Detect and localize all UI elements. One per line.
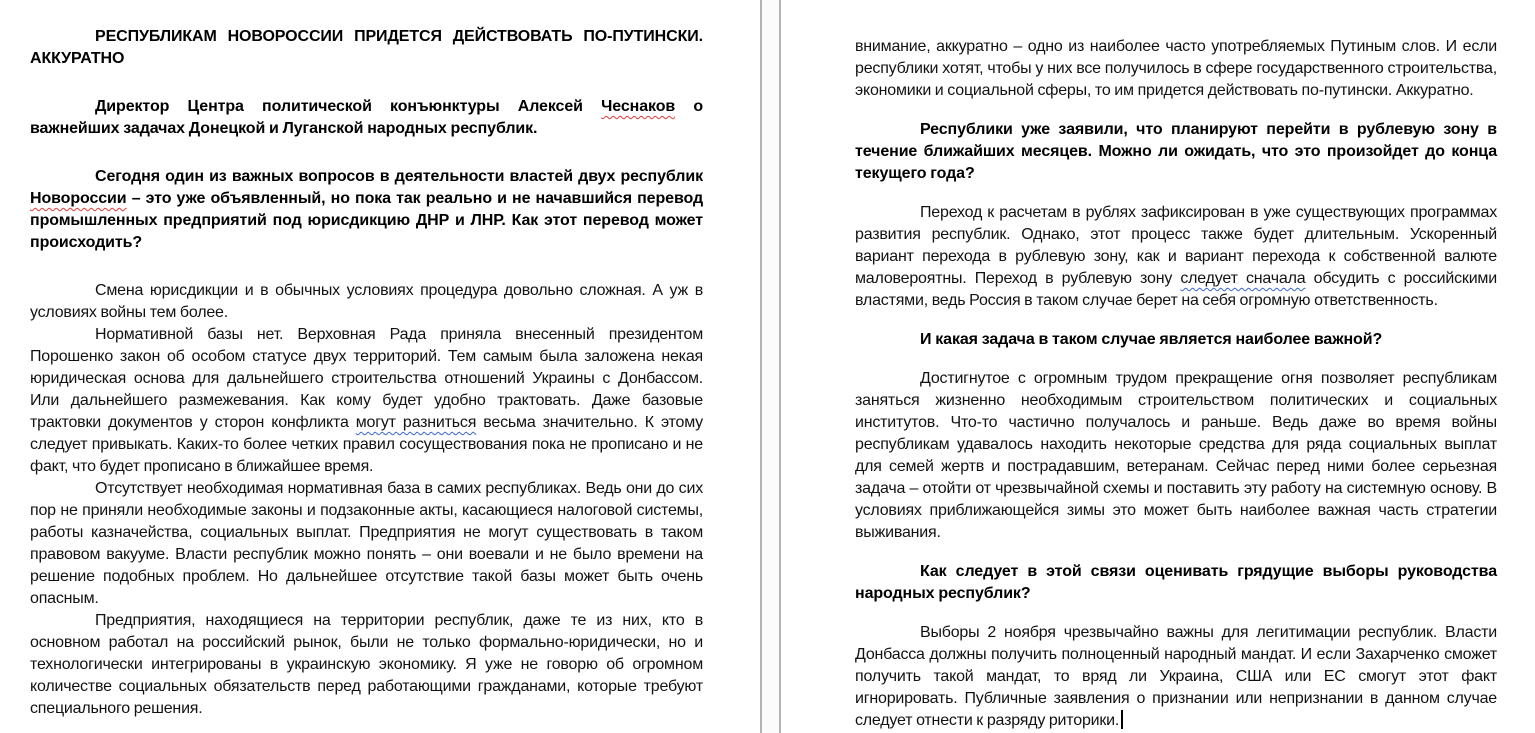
interview-question[interactable] <box>855 561 1497 605</box>
text-run: РЕСПУБЛИКАМ НОВОРОССИИ ПРИДЕТСЯ ДЕЙСТВОВАТЬ ПО-ПУТИНСКИ. АККУРАТНО <box>30 28 703 67</box>
body-paragraph[interactable] <box>30 478 703 610</box>
text-cursor <box>1121 710 1123 729</box>
body-paragraph[interactable] <box>855 622 1497 732</box>
grammar-squiggle: могут разниться <box>355 414 477 431</box>
body-paragraph[interactable] <box>30 610 703 720</box>
page-divider <box>762 0 781 733</box>
body-paragraph[interactable] <box>855 368 1497 544</box>
spellcheck-squiggle: Чеснаков <box>601 98 676 115</box>
text-run: Как следует в этой связи оценивать грядущие выборы руководства народных республик? <box>855 563 1497 602</box>
text-run: Отсутствует необходимая нормативная база в самих республиках. Ведь они до сих пор не приняли необходимые законы и подзаконные акты, касающиеся налоговой системы, работы казначейства, социальных выплат. Предприятия не могут существовать в таком правовом вакууме. Власти республик можно понять – они воевали и не было времени на решение подобных проблем. Но дальнейшее отсутствие такой базы может быть очень опасным. <box>30 480 703 607</box>
grammar-squiggle: следует сначала <box>1180 270 1306 287</box>
text-run: Смена юрисдикции и в обычных условиях процедура довольно сложная. А уж в условиях войны тем более. <box>30 282 703 321</box>
body-paragraph[interactable] <box>30 280 703 324</box>
body-paragraph[interactable] <box>855 202 1497 312</box>
text-run: И какая задача в таком случае является наиболее важной? <box>920 331 1383 348</box>
text-run: внимание, аккуратно – одно из наиболее часто употребляемых Путиным слов. И если республики хотят, чтобы у них все получилось в сфере государственного строительства, экономики и социальной сферы, то им придется действовать по-путински. Аккуратно. <box>855 38 1497 99</box>
text-run: Сегодня один из важных вопросов в деятельности властей двух республик <box>95 168 703 185</box>
text-run: Директор Центра политической конъюнктуры Алексей <box>95 98 602 115</box>
body-paragraph[interactable] <box>30 324 703 478</box>
text-run: Нормативной базы нет. Верховная Рада приняла внесенный президентом Порошенко закон об особом статусе двух территорий. Тем самым была заложена некая юридическая основа для дальнейшего строительства отношений Украины с Донбассом. Или дальнейшего размежевания. Как кому будет удобно трактовать. Даже базовые трактовки документов у сторон конфликта <box>30 326 703 431</box>
lead-paragraph[interactable] <box>30 96 703 140</box>
text-run: – это уже объявленный, но пока так реально и не начавшийся перевод промышленных предприятий под юрисдикцию ДНР и ЛНР. Как этот перевод может происходить? <box>30 190 703 251</box>
text-run: весьма значительно. К этому следует привыкать. Каких-то более четких правил сосуществования пока не прописано и не факт, что будет прописано в ближайшее время. <box>30 414 703 475</box>
text-run: обсудить с российскими властями, ведь Россия в таком случае берет на себя огромную ответственность. <box>855 270 1497 309</box>
interview-question[interactable] <box>855 119 1497 185</box>
body-paragraph[interactable] <box>855 36 1497 102</box>
text-run: Выборы 2 ноября чрезвычайно важны для легитимации республик. Власти Донбасса должны получить полноценный народный мандат. И если Захарченко сможет получить такой мандат, то вряд ли Украина, США или ЕС смогут этот факт игнорировать. Публичные заявления о признании или непризнании в данном случае следует отнести к разряду риторики. <box>855 624 1497 729</box>
text-run: Достигнутое с огромным трудом прекращение огня позволяет республикам заняться жизненно необходимым строительством политических и социальных институтов. Что-то частично получалось и раньше. Ведь даже во время войны республикам удавалось находить некоторые средства для ряда социальных выплат для семей жертв и пострадавшим, ветеранам. Сейчас перед ними более серьезная задача – отойти от чрезвычайной схемы и поставить эту работу на системную основу. В условиях приближающейся зимы это может быть наиболее важная часть стратегии выживания. <box>855 370 1497 541</box>
text-run: Республики уже заявили, что планируют перейти в рублевую зону в течение ближайших месяцев. Можно ли ожидать, что это произойдет до конца текущего года? <box>855 121 1497 182</box>
text-run: о важнейших задачах Донецкой и Луганской народных республик. <box>30 98 703 137</box>
interview-question[interactable] <box>30 166 703 254</box>
interview-question[interactable] <box>855 329 1497 351</box>
document-title[interactable] <box>30 26 703 70</box>
document-page-left[interactable] <box>0 0 762 733</box>
text-run: Переход к расчетам в рублях зафиксирован в уже существующих программах развития республик. Однако, этот процесс также будет длительным. Ускоренный вариант перехода в рублевую зону, как и вариант перехода к собственной валюте маловероятны. Переход в рублевую зону <box>855 204 1497 287</box>
text-run: Предприятия, находящиеся на территории республик, даже те из них, кто в основном работал на российский рынок, были не только формально-юридически, но и технологически интегрированы в украинскую экономику. Я уже не говорю об огромном количестве социальных обязательств перед работающими гражданами, которые требуют специального решения. <box>30 612 703 717</box>
spellcheck-squiggle: Новороссии <box>30 190 127 207</box>
document-page-right[interactable] <box>781 0 1535 733</box>
